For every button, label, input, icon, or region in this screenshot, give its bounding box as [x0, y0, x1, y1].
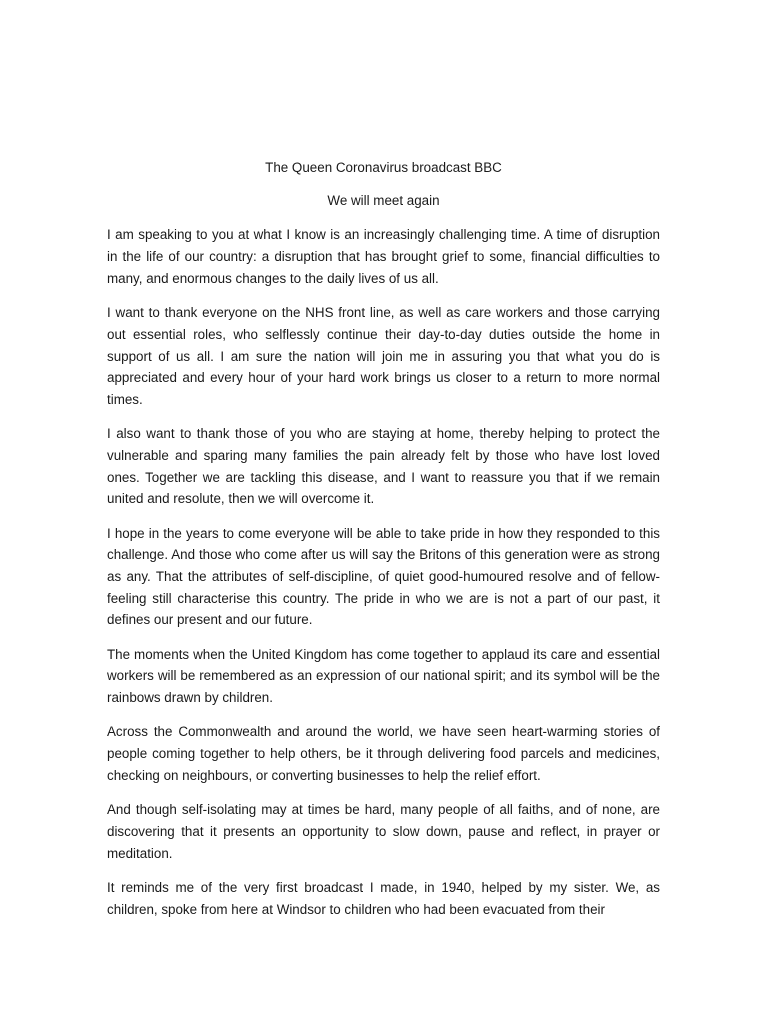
paragraph: Across the Commonwealth and around the world, we have seen heart-warming stories of people coming together to help others, be it through delivering food parcels and medicines, checking on neighbours, or converting businesses to help the relief effort. — [107, 724, 660, 783]
document-subtitle: We will meet again — [327, 193, 440, 209]
paragraph: I also want to thank those of you who are staying at home, thereby helping to protect the vulnerable and sparing many families the pain already felt by those who have lost loved ones. Together we are tackling this disease, and I want to reassure you that if we remain united and resolute, then we will overcome it. — [107, 426, 660, 507]
paragraph: The moments when the United Kingdom has come together to applaud its care and essential workers will be remembered as an expression of our national spirit; and its symbol will be the rainbows drawn by children. — [107, 646, 660, 706]
paragraph: I am speaking to you at what I know is an increasingly challenging time. A time of disruption in the life of our country: a disruption that has brought grief to some, financial difficulties to many, and enormous changes to the daily lives of us all. — [107, 227, 660, 286]
document-title: The Queen Coronavirus broadcast BBC — [265, 160, 502, 175]
paragraph: And though self-isolating may at times be hard, many people of all faiths, and of none, are discovering that it presents an opportunity to slow down, pause and reflect, in prayer or meditation. — [107, 802, 660, 861]
paragraph: I want to thank everyone on the NHS front line, as well as care workers and those carrying out essential roles, who selflessly continue their day-to-day duties outside the home in support of us all. I am sure the nation will join me in assuring you that what you do is appreciated and every hour of your hard work brings us closer to a return to more normal times. — [107, 305, 660, 407]
paragraph: It reminds me of the very first broadcast I made, in 1940, helped by my sister. We, as children, spoke from here at Windsor to children who had been evacuated from their — [107, 879, 660, 917]
paragraph: I hope in the years to come everyone will be able to take pride in how they responded to this challenge. And those who come after us will say the Britons of this generation were as strong as any. That the attributes of self-discipline, of quiet good-humoured resolve and of fellow-feeling still characterise this country. The pride in who we are is not a part of our past, it defines our present and our future. — [107, 525, 660, 628]
document-body — [107, 157, 660, 933]
